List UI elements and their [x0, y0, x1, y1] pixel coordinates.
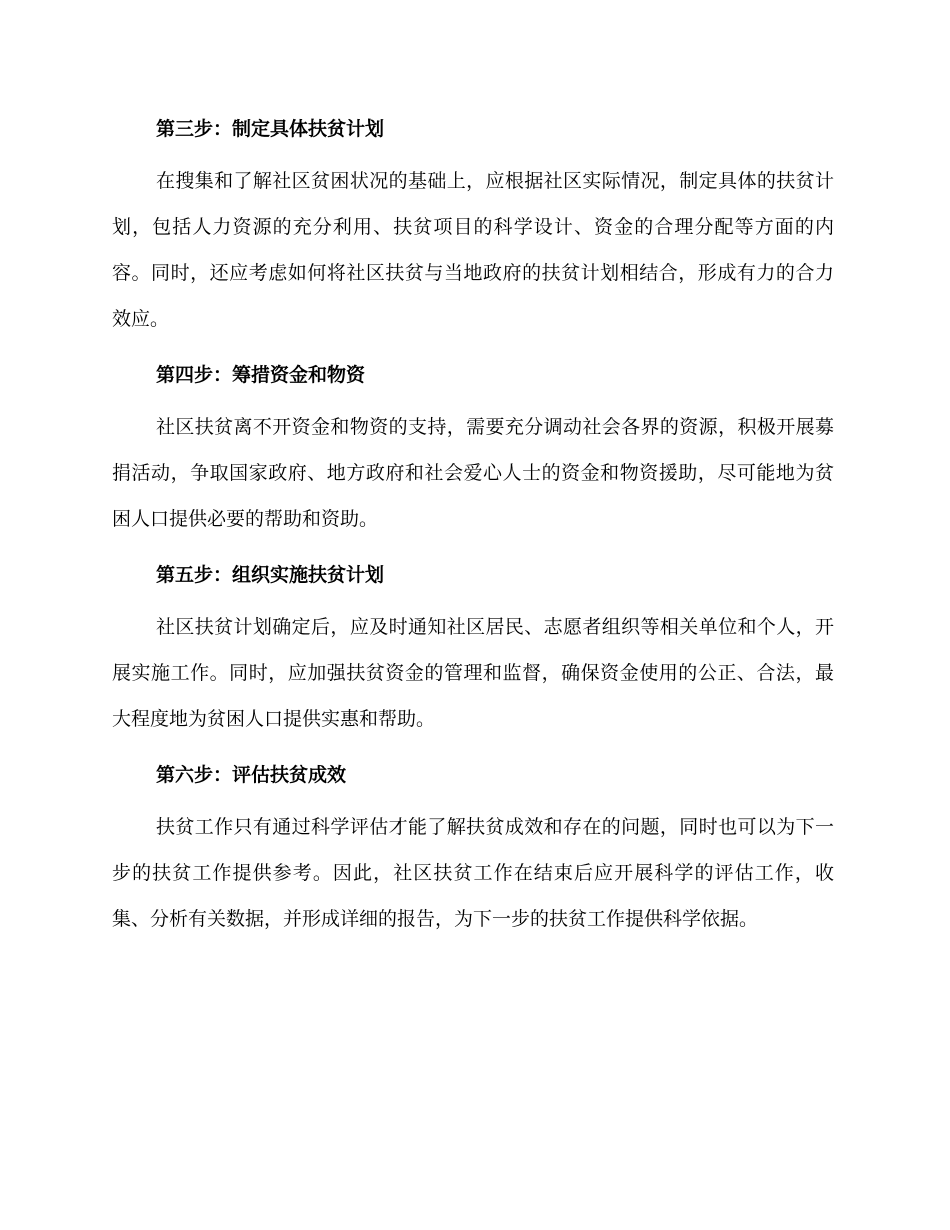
- paragraph-line: 极开展募捐活动，争取国家政府、地方政府和社会爱心人士的资金和物资援: [112, 416, 834, 484]
- section-heading-step-3: 第三步：制定具体扶贫计划: [156, 118, 385, 140]
- paragraph-line: 社区扶贫离不开资金和物资的支持，需要充分调动社会各界的资源，积: [156, 416, 757, 438]
- section-paragraph-step-6: [112, 804, 834, 942]
- paragraph-line: 助，尽可能地为贫困人口提供必要的帮助和资助。: [112, 462, 834, 530]
- paragraph-line: 相结合，形成有力的合力效应。: [112, 262, 834, 330]
- paragraph-line: 的公正、合法，最大程度地为贫困人口提供实惠和帮助。: [112, 662, 834, 730]
- paragraph-line: 社区扶贫计划确定后，应及时通知社区居民、志愿者组织等相关单位和: [156, 616, 757, 638]
- section-heading-step-5: 第五步：组织实施扶贫计划: [156, 564, 385, 586]
- document-page: [112, 108, 834, 954]
- section-heading-step-4: 第四步：筹措资金和物资: [156, 364, 366, 386]
- paragraph-line: 分配等方面的内容。同时，还应考虑如何将社区扶贫与当地政府的扶贫计划: [112, 216, 834, 284]
- section-paragraph-step-3: [112, 158, 834, 342]
- paragraph-line: 的扶贫计划，包括人力资源的充分利用、扶贫项目的科学设计、资金的合理: [112, 170, 834, 238]
- section-heading-step-6: 第六步：评估扶贫成效: [156, 764, 347, 786]
- paragraph-line: 以为下一步的扶贫工作提供参考。因此，社区扶贫工作在结束后应开展科学: [112, 816, 834, 884]
- paragraph-line: 的评估工作，收集、分析有关数据，并形成详细的报告，为下一步的扶贫工: [112, 862, 834, 930]
- paragraph-line: 在搜集和了解社区贫困状况的基础上，应根据社区实际情况，制定具体: [156, 170, 757, 192]
- section-paragraph-step-5: [112, 604, 834, 742]
- paragraph-line: 扶贫工作只有通过科学评估才能了解扶贫成效和存在的问题，同时也可: [156, 816, 757, 838]
- paragraph-line: 作提供科学依据。: [606, 908, 759, 930]
- section-paragraph-step-4: [112, 404, 834, 542]
- paragraph-line: 个人，开展实施工作。同时，应加强扶贫资金的管理和监督，确保资金使用: [112, 616, 834, 684]
